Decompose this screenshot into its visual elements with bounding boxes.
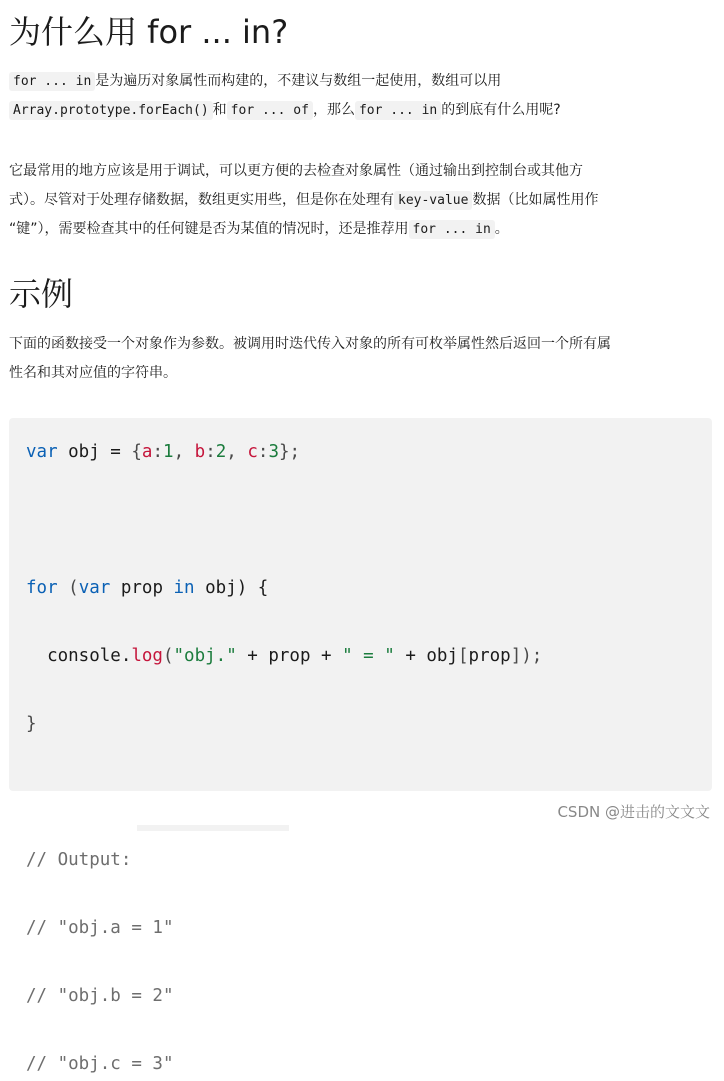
code-keyword: for xyxy=(26,578,58,598)
intro-text: 是为遍历对象属性而构建的，不建议与数组一起使用，数组可以用 xyxy=(95,73,502,89)
usage-line-3 xyxy=(9,215,709,244)
code-text: console. xyxy=(26,646,132,666)
example-desc-line-2: 性名和其对应值的字符串。 xyxy=(9,365,177,381)
code-line-2 xyxy=(26,503,542,537)
code-line-4 xyxy=(26,639,542,673)
intro-line-2 xyxy=(9,96,709,125)
code-line-6 xyxy=(26,775,542,809)
code-punc: : xyxy=(205,442,216,462)
code-string: " = " xyxy=(342,646,395,666)
code-punc: ( xyxy=(162,646,174,666)
inline-code: for ... in xyxy=(9,72,95,91)
code-text: obj) { xyxy=(194,578,269,598)
code-line-5: } xyxy=(26,714,37,734)
usage-text: 。 xyxy=(494,221,509,237)
code-punc: { xyxy=(131,442,142,462)
code-comment: // "obj.b = 2" xyxy=(26,986,174,1006)
code-number: 1 xyxy=(163,442,174,462)
code-punc: , xyxy=(173,442,195,462)
intro-text: ，那么 xyxy=(312,102,355,118)
code-text: + prop + xyxy=(236,646,343,666)
code-keyword: in xyxy=(173,578,195,598)
code-prop: a xyxy=(141,442,153,462)
example-heading: 示例 xyxy=(9,275,74,313)
code-punc: : xyxy=(257,442,269,462)
inline-code: for ... of xyxy=(227,101,313,120)
usage-text: 数据（比如属性用作 xyxy=(472,192,599,208)
code-keyword: var xyxy=(78,578,111,598)
usage-line-2 xyxy=(9,186,709,215)
intro-line-1 xyxy=(9,67,709,96)
code-punc: ( xyxy=(57,578,79,598)
code-punc: ] xyxy=(510,646,522,666)
usage-text: 式）。尽管对于处理存储数据，数组更实用些，但是你在处理有 xyxy=(9,192,394,208)
inline-code: for ... in xyxy=(355,101,441,120)
intro-text: 和 xyxy=(212,102,227,118)
code-comment: // "obj.a = 1" xyxy=(26,918,174,938)
code-punc: }; xyxy=(279,442,301,462)
inline-code: for ... in xyxy=(409,220,495,239)
usage-paragraph xyxy=(9,157,709,244)
code-prop: b xyxy=(194,442,206,462)
code-string: "obj." xyxy=(173,646,237,666)
code-text: obj = xyxy=(57,442,132,462)
code-number: 2 xyxy=(215,442,227,462)
code-prop: c xyxy=(247,442,258,462)
next-block-edge xyxy=(137,825,289,831)
code-punc: ); xyxy=(521,646,543,666)
example-description xyxy=(9,330,709,388)
csdn-watermark: CSDN @进击的文文文 xyxy=(557,803,710,821)
example-desc-line-1: 下面的函数接受一个对象作为参数。被调用时迭代传入对象的所有可枚举属性然后返回一个所有属 xyxy=(9,336,611,352)
code-number: 3 xyxy=(268,442,279,462)
code-line-3 xyxy=(26,571,542,605)
code-text: + obj xyxy=(394,646,458,666)
inline-code: Array.prototype.forEach() xyxy=(9,101,213,120)
code-function: log xyxy=(131,646,163,666)
code-punc: : xyxy=(152,442,164,462)
intro-paragraph xyxy=(9,67,709,125)
code-text: prop xyxy=(110,578,174,598)
page-title: 为什么用 for ... in? xyxy=(9,13,289,51)
usage-line-1: 它最常用的地方应该是用于调试，可以更方便的去检查对象属性（通过输出到控制台或其他方 xyxy=(9,163,583,179)
code-line-1 xyxy=(26,435,542,469)
code-punc: , xyxy=(226,442,248,462)
usage-text: “键”），需要检查其中的任何键是否为某值的情况时，还是推荐用 xyxy=(9,221,409,237)
code-comment: // Output: xyxy=(26,850,132,870)
intro-text: 的到底有什么用呢? xyxy=(441,102,561,118)
code-text: prop xyxy=(468,646,511,666)
code-comment: // "obj.c = 3" xyxy=(26,1054,174,1074)
code-content[interactable] xyxy=(26,435,542,1081)
inline-code: key-value xyxy=(394,191,472,210)
code-keyword: var xyxy=(26,442,58,462)
code-punc: [ xyxy=(458,646,469,666)
